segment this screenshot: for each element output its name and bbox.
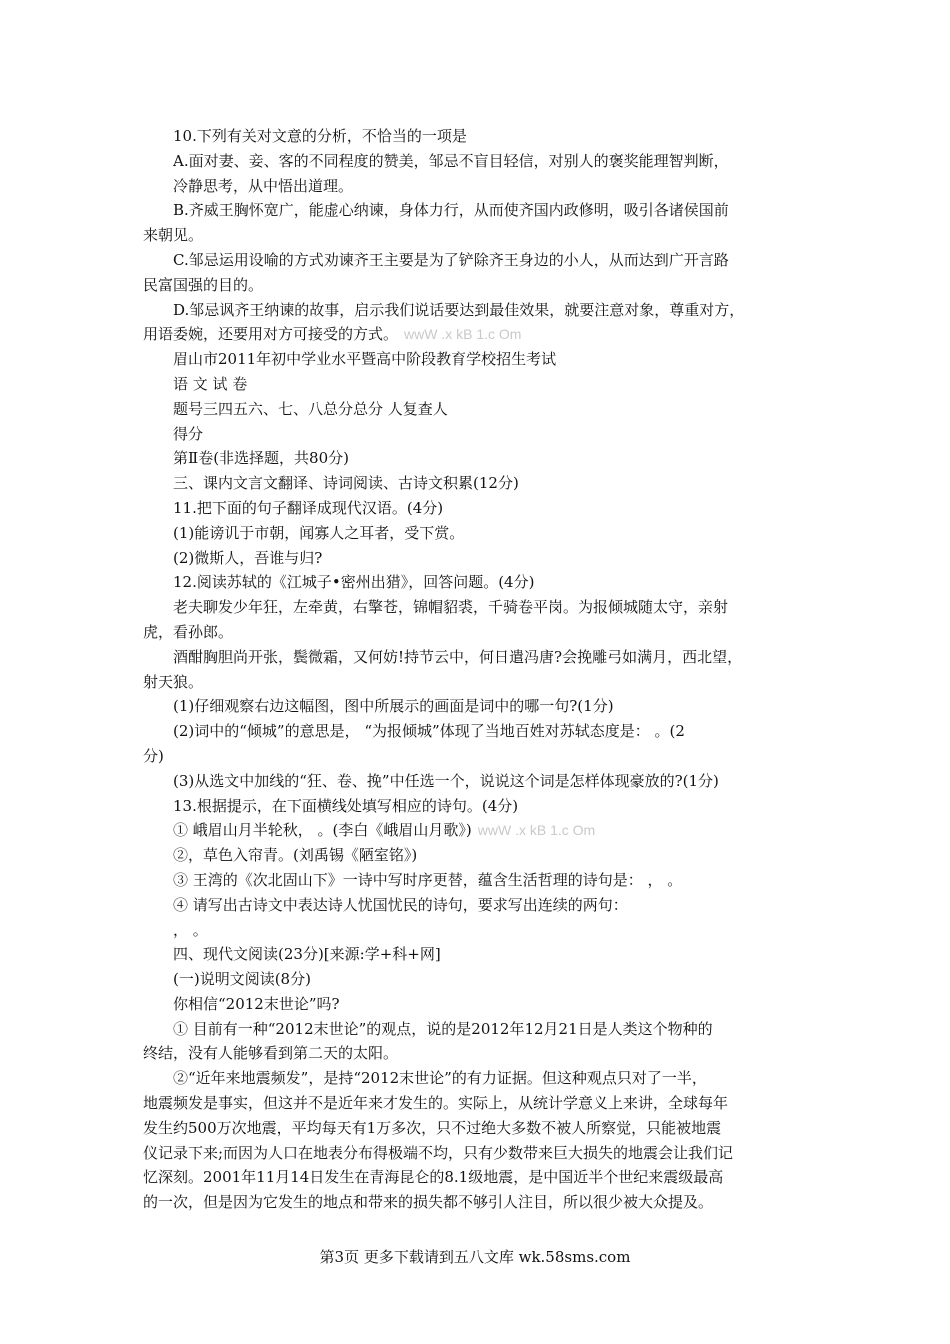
article-para-2-line-4: 仪记录下来;而因为人口在地表分布得极端不均，只有少数带来巨大损失的地震会让我们记 bbox=[143, 1143, 734, 1162]
q11-sentence-1: (1)能谤讥于市朝，闻寡人之耳者，受下赏。 bbox=[173, 523, 465, 542]
q10-option-a: A.面对妻、妾、客的不同程度的赞美，邹忌不盲目轻信，对别人的褒奖能理智判断， bbox=[173, 151, 729, 170]
q10-option-d: D.邹忌讽齐王纳谏的故事，启示我们说话要达到最佳效果，就要注意对象，尊重对方， bbox=[173, 300, 745, 319]
article-para-2: ②“近年来地震频发”，是持“2012末世论”的有力证据。但这种观点只对了一半， bbox=[173, 1069, 707, 1088]
page-footer: 第3页 更多下载请到五八文库 wk.58sms.com bbox=[319, 1248, 631, 1266]
q10-option-a-cont: 冷静思考，从中悟出道理。 bbox=[173, 176, 354, 195]
volume-title: 第Ⅱ卷(非选择题，共80分) bbox=[173, 449, 349, 468]
q12-stem: 12.阅读苏轼的《江城子•密州出猎》，回答问题。(4分) bbox=[173, 573, 535, 592]
poem-stanza-2-cont: 射天狼。 bbox=[143, 672, 204, 691]
poem-stanza-1-cont: 虎，看孙郎。 bbox=[143, 622, 234, 641]
article-para-2-line-5: 忆深刻。2001年11月14日发生在青海昆仑的8.1级地震，是中国近半个世纪来震级最高 bbox=[143, 1168, 724, 1187]
watermark-2: wwW .x kB 1.c Om bbox=[477, 822, 596, 839]
q13-item-1 bbox=[143, 818, 823, 843]
q12-sub-1: (1)仔细观察右边这幅图，图中所展示的画面是词中的哪一句?(1分) bbox=[173, 697, 614, 716]
q13-item-3: ③ 王湾的《次北固山下》一诗中写时序更替，蕴含生活哲理的诗句是： ， 。 bbox=[173, 870, 683, 889]
q10-stem: 10.下列有关对文意的分析，不恰当的一项是 bbox=[173, 127, 467, 145]
q11-stem: 11.把下面的句子翻译成现代汉语。(4分) bbox=[173, 498, 444, 517]
q13-item-2: ②，草色入帘青。(刘禹锡《陋室铭》) bbox=[173, 846, 418, 865]
q13-item-4: ④ 请写出古诗文中表达诗人忧国忧民的诗句，要求写出连续的两句： bbox=[173, 895, 628, 914]
q13-item-1-text: ① 峨眉山月半轮秋， 。(李白《峨眉山月歌》) bbox=[173, 821, 472, 840]
watermark-1: wwW .x kB 1.c Om bbox=[404, 326, 522, 343]
q12-sub-2: (2)词中的“倾城”的意思是， “为报倾城”体现了当地百姓对苏轼态度是： 。(2 bbox=[173, 722, 685, 741]
q10-option-c: C.邹忌运用设喻的方式劝谏齐王主要是为了铲除齐王身边的小人，从而达到广开言路 bbox=[173, 250, 729, 269]
article-para-1-cont: 终结，没有人能够看到第二天的太阳。 bbox=[143, 1044, 399, 1063]
q12-sub-2-cont: 分) bbox=[143, 746, 164, 765]
section3-title: 三、课内文言文翻译、诗词阅读、古诗文积累(12分) bbox=[173, 474, 519, 493]
article-title: 你相信“2012末世论”吗? bbox=[173, 994, 340, 1013]
score-table-header: 题号三四五六、七、八总分总分 人复查人 bbox=[173, 399, 448, 418]
q10-option-c-cont: 民富国强的目的。 bbox=[143, 275, 264, 294]
article-para-2-line-3: 发生约500万次地震，平均每天有1万多次，只不过绝大多数不被人所察觉，只能被地震 bbox=[143, 1118, 722, 1137]
q10-option-b-cont: 来朝见。 bbox=[143, 226, 204, 245]
section4-subtitle: (一)说明文阅读(8分) bbox=[173, 970, 311, 989]
article-para-1: ① 目前有一种“2012末世论”的观点，说的是2012年12月21日是人类这个物种的 bbox=[173, 1019, 713, 1038]
score-label: 得分 bbox=[173, 424, 204, 443]
exam-subject: 语 文 试 卷 bbox=[173, 374, 248, 393]
q12-sub-3: (3)从选文中加线的“狂、卷、挽”中任选一个，说说这个词是怎样体现豪放的?(1分) bbox=[173, 771, 719, 790]
q11-sentence-2: (2)微斯人，吾谁与归? bbox=[173, 548, 323, 567]
poem-stanza-1: 老夫聊发少年狂，左牵黄，右擎苍，锦帽貂裘，千骑卷平岗。为报倾城随太守，亲射 bbox=[173, 598, 729, 617]
section4-title: 四、现代文阅读(23分)[来源:学+科+网] bbox=[173, 945, 441, 964]
article-para-2-line-2: 地震频发是事实，但这并不是近年来才发生的。实际上，从统计学意义上来讲，全球每年 bbox=[143, 1094, 729, 1113]
q10-option-b: B.齐威王胸怀宽广，能虚心纳谏，身体力行，从而使齐国内政修明，吸引各诸侯国前 bbox=[173, 201, 729, 220]
article-para-2-line-6: 的一次，但是因为它发生的地点和带来的损失都不够引人注目，所以很少被大众提及。 bbox=[143, 1193, 714, 1212]
document-body bbox=[143, 124, 823, 1215]
poem-stanza-2: 酒酣胸胆尚开张，鬓微霜，又何妨!持节云中，何日遣冯唐?会挽雕弓如满月，西北望， bbox=[173, 647, 743, 666]
q10-option-d-cont bbox=[143, 322, 823, 347]
q13-stem: 13.根据提示，在下面横线处填写相应的诗句。(4分) bbox=[173, 796, 519, 815]
exam-title: 眉山市2011年初中学业水平暨高中阶段教育学校招生考试 bbox=[173, 350, 557, 369]
q10-option-d-text: 用语委婉，还要用对方可接受的方式。 bbox=[143, 325, 399, 344]
q13-item-4-blank: ， 。 bbox=[173, 920, 208, 939]
